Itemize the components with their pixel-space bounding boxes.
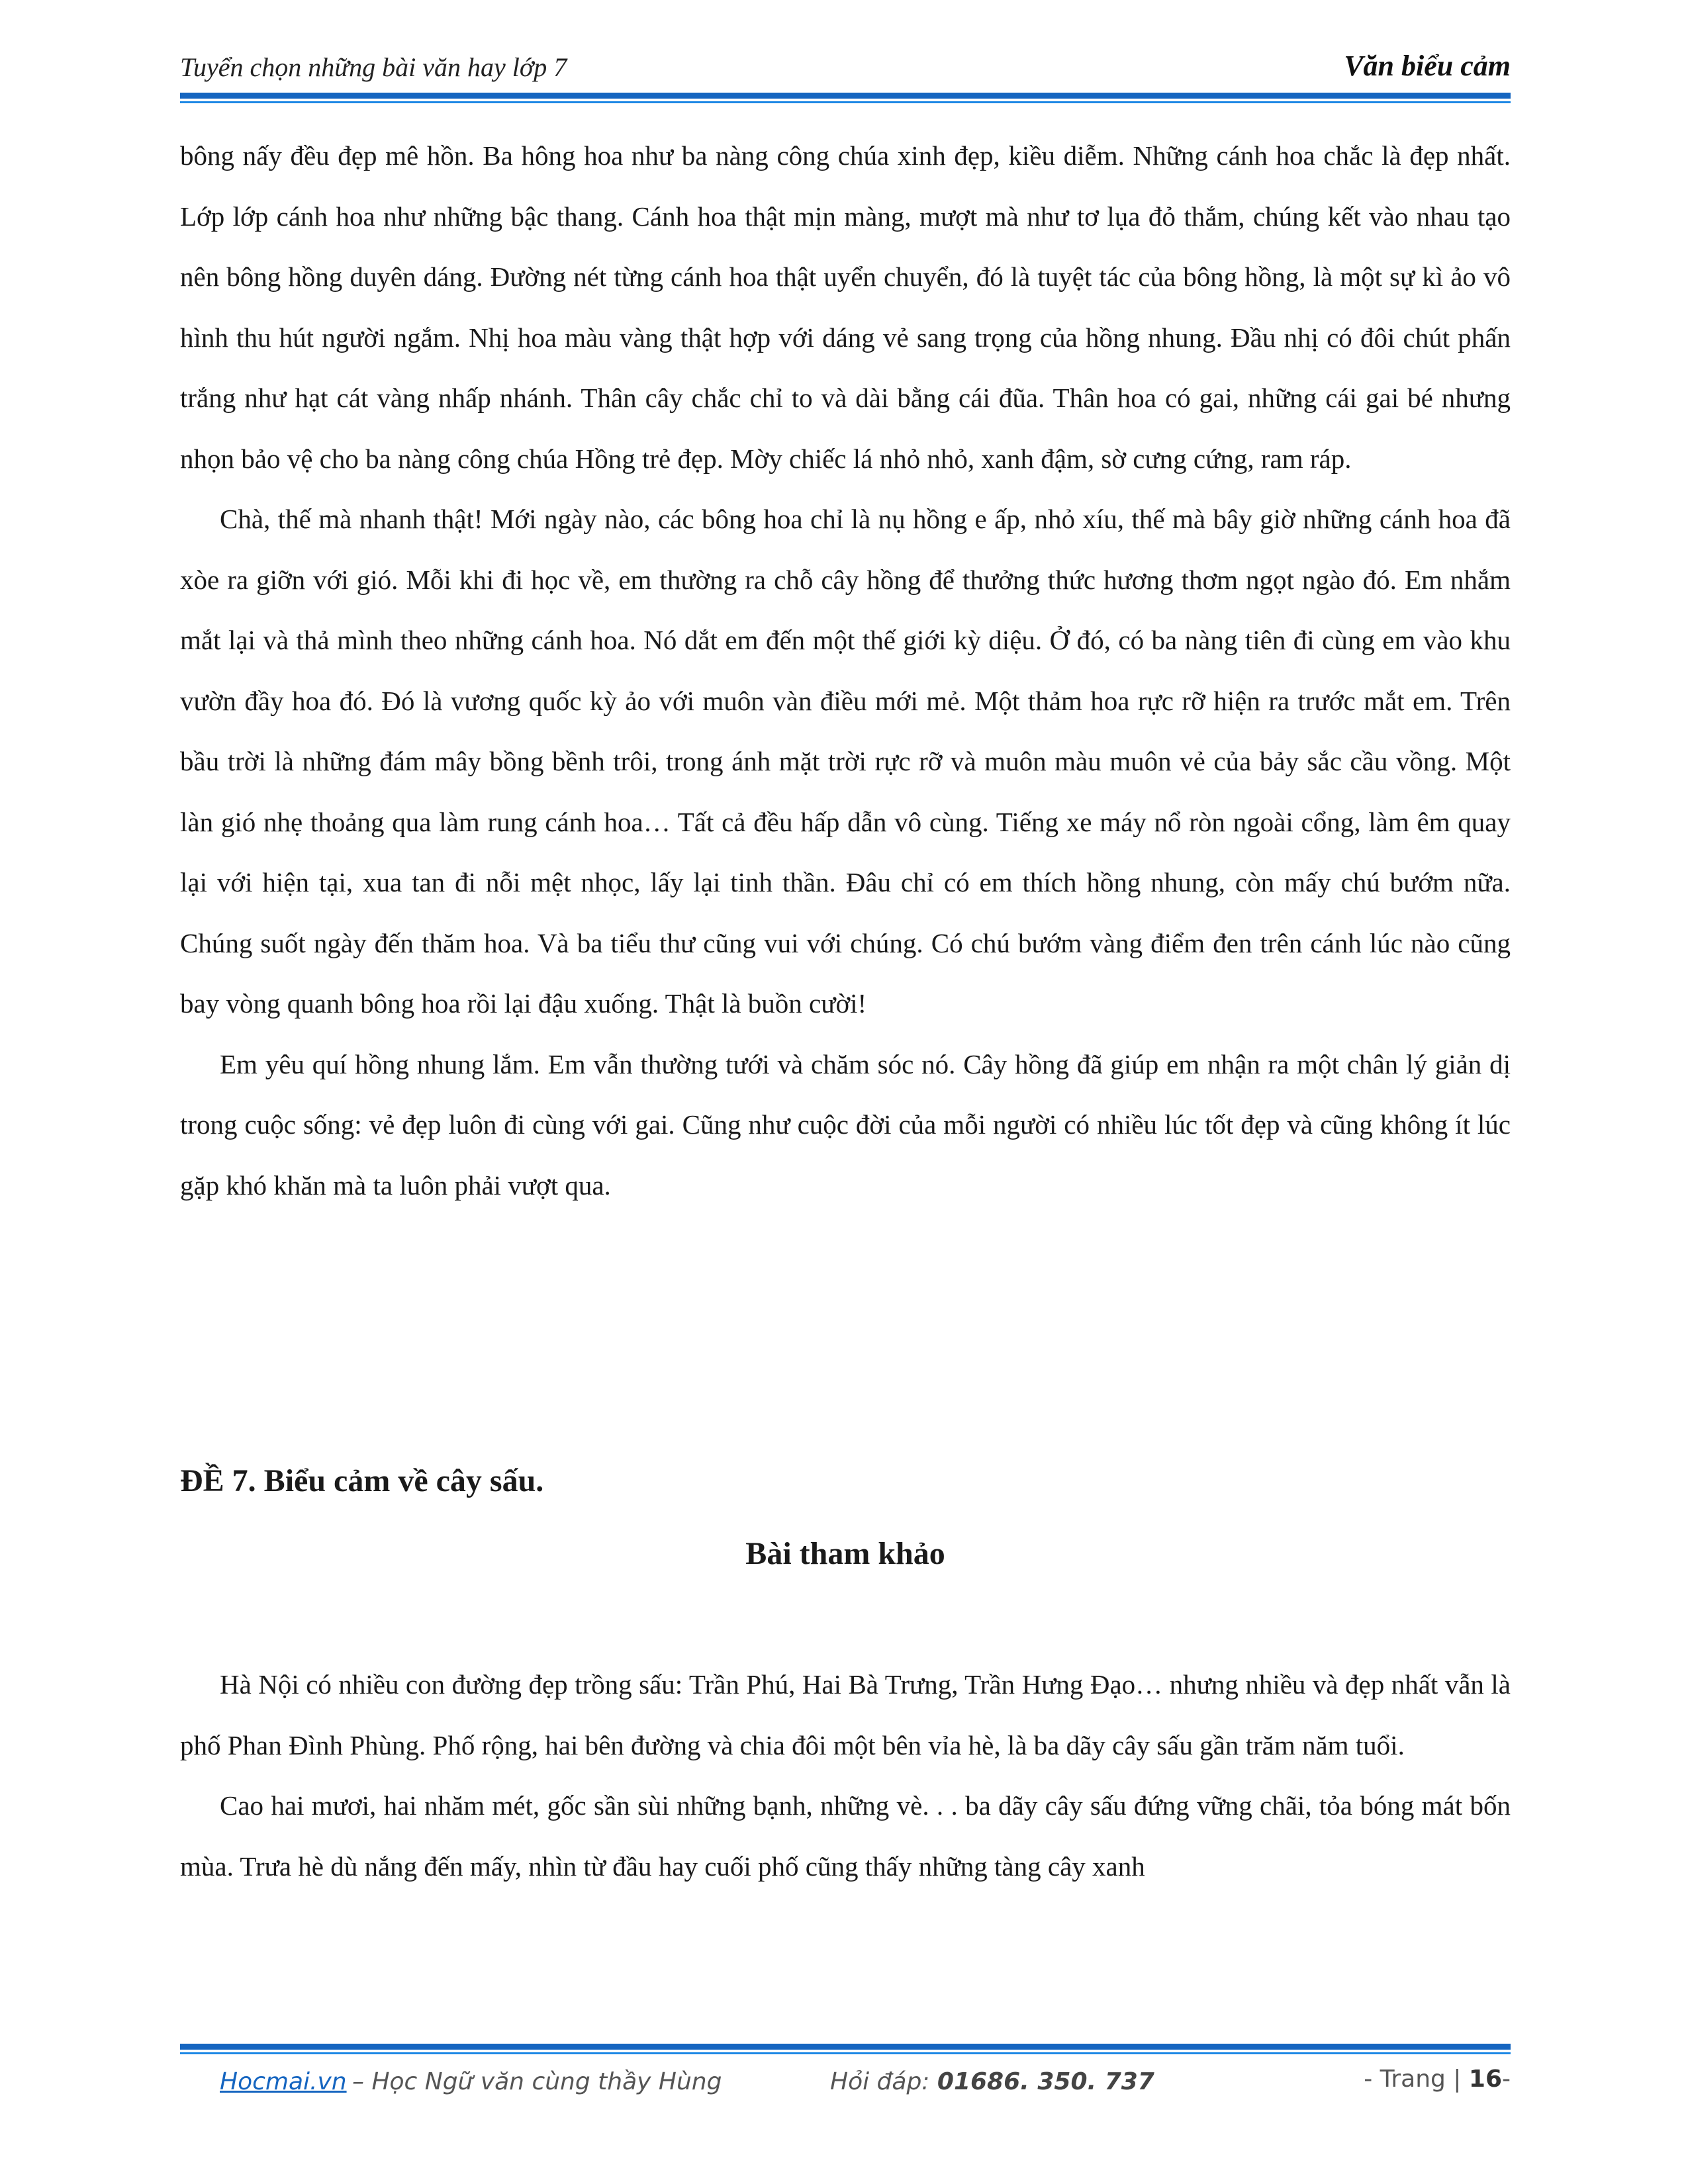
header-section: Văn biểu cảm [1344, 50, 1511, 82]
footer-tagline: – Học Ngữ văn cùng thầy Hùng [352, 2068, 722, 2095]
paragraph: Chà, thế mà nhanh thật! Mới ngày nào, các bông hoa chỉ là nụ hồng e ấp, nhỏ xíu, thế mà bây giờ những cánh hoa đã xòe ra giỡn với gió. Mỗi khi đi học về, em thường ra chỗ cây hồng để thưởng thức hương thơm ngọt ngào đó. Em nhắm mắt lại và thả mình theo những cánh hoa. Nó dắt em đến một thế giới kỳ diệu. Ở đó, có ba nàng tiên đi cùng em vào khu vườn đầy hoa đó. Đó là vương quốc kỳ ảo với muôn vàn điều mới mẻ. Một thảm hoa rực rỡ hiện ra trước mắt em. Trên bầu trời là những đám mây bồng bềnh trôi, trong ánh mặt trời rực rỡ và muôn màu muôn vẻ của bảy sắc cầu vồng. Một làn gió nhẹ thoảng qua làm rung cánh hoa… Tất cả đều hấp dẫn vô cùng. Tiếng xe máy nổ ròn ngoài cổng, làm êm quay lại với hiện tại, xua tan đi nỗi mệt nhọc, lấy lại tinh thần. Đâu chỉ có em thích hồng nhung, còn mấy chú bướm nữa. Chúng suốt ngày đến thăm hoa. Và ba tiểu thư cũng vui với chúng. Có chú bướm vàng điểm đen trên cánh lúc nào cũng bay vòng quanh bông hoa rồi lại đậu xuống. Thật là buồn cười! [180, 504, 1511, 1019]
header-title: Tuyển chọn những bài văn hay lớp 7 [180, 52, 567, 82]
page-suffix: - [1502, 2066, 1511, 2093]
footer-phone: 01686. 350. 737 [937, 2068, 1154, 2095]
section-subheading: Bài tham khảo [745, 1536, 945, 1571]
paragraph: Em yêu quí hồng nhung lắm. Em vẫn thường tưới và chăm sóc nó. Cây hồng đã giúp em nhận ra một chân lý giản dị trong cuộc sống: vẻ đẹp luôn đi cùng với gai. Cũng như cuộc đời của mỗi người có nhiều lúc tốt đẹp và cũng không ít lúc gặp khó khăn mà ta luôn phải vượt qua. [180, 1048, 1511, 1201]
footer-rule-thick [180, 2044, 1511, 2050]
footer-contact-label: Hỏi đáp: [830, 2068, 937, 2095]
page-footer [180, 2068, 1511, 2108]
footer-rule-thin [180, 2052, 1511, 2054]
paragraph: Hà Nội có nhiều con đường đẹp trồng sấu: Trần Phú, Hai Bà Trưng, Trần Hưng Đạo… nhưng nhiều và đẹp nhất vẫn là phố Phan Đình Phùng. Phố rộng, hai bên đường và chia đôi một bên vỉa hè, là ba dãy cây sấu gần trăm năm tuổi. [180, 1669, 1511, 1760]
section-body-text [180, 1655, 1511, 1897]
page-label: - Trang | [1364, 2066, 1469, 2093]
section-heading: ĐỀ 7. Biểu cảm về cây sấu. [180, 1463, 544, 1498]
body-text [180, 126, 1511, 1216]
page-number-value: 16 [1468, 2066, 1502, 2093]
footer-contact [830, 2068, 1154, 2095]
page-number [1364, 2066, 1511, 2093]
paragraph: Cao hai mươi, hai nhăm mét, gốc sần sùi những bạnh, những vè. . . ba dãy cây sấu đứng vững chãi, tỏa bóng mát bốn mùa. Trưa hè dù nắng đến mấy, nhìn từ đầu hay cuối phố cũng thấy những tàng cây xanh [180, 1790, 1511, 1882]
paragraph: bông nấy đều đẹp mê hồn. Ba hông hoa như ba nàng công chúa xinh đẹp, kiều diễm. Những cánh hoa chắc là đẹp nhất. Lớp lớp cánh hoa như những bậc thang. Cánh hoa thật mịn màng, mượt mà như tơ lụa đỏ thắm, chúng kết vào nhau tạo nên bông hồng duyên dáng. Đường nét từng cánh hoa thật uyển chuyển, đó là tuyệt tác của bông hồng, là một sự kì ảo vô hình thu hút người ngắm. Nhị hoa màu vàng thật hợp với dáng vẻ sang trọng của hồng nhung. Đầu nhị có đôi chút phấn trắng như hạt cát vàng nhấp nhánh. Thân cây chắc chỉ to và dài bằng cái đũa. Thân hoa có gai, những cái gai bé nhưng nhọn bảo vệ cho ba nàng công chúa Hồng trẻ đẹp. Mờy chiếc lá nhỏ nhỏ, xanh đậm, sờ cưng cứng, ram ráp. [180, 140, 1511, 474]
header-rule-thin [180, 101, 1511, 103]
footer-site-link[interactable]: Hocmai.vn [220, 2068, 347, 2095]
header-rule-thick [180, 93, 1511, 99]
page-header [180, 46, 1511, 93]
